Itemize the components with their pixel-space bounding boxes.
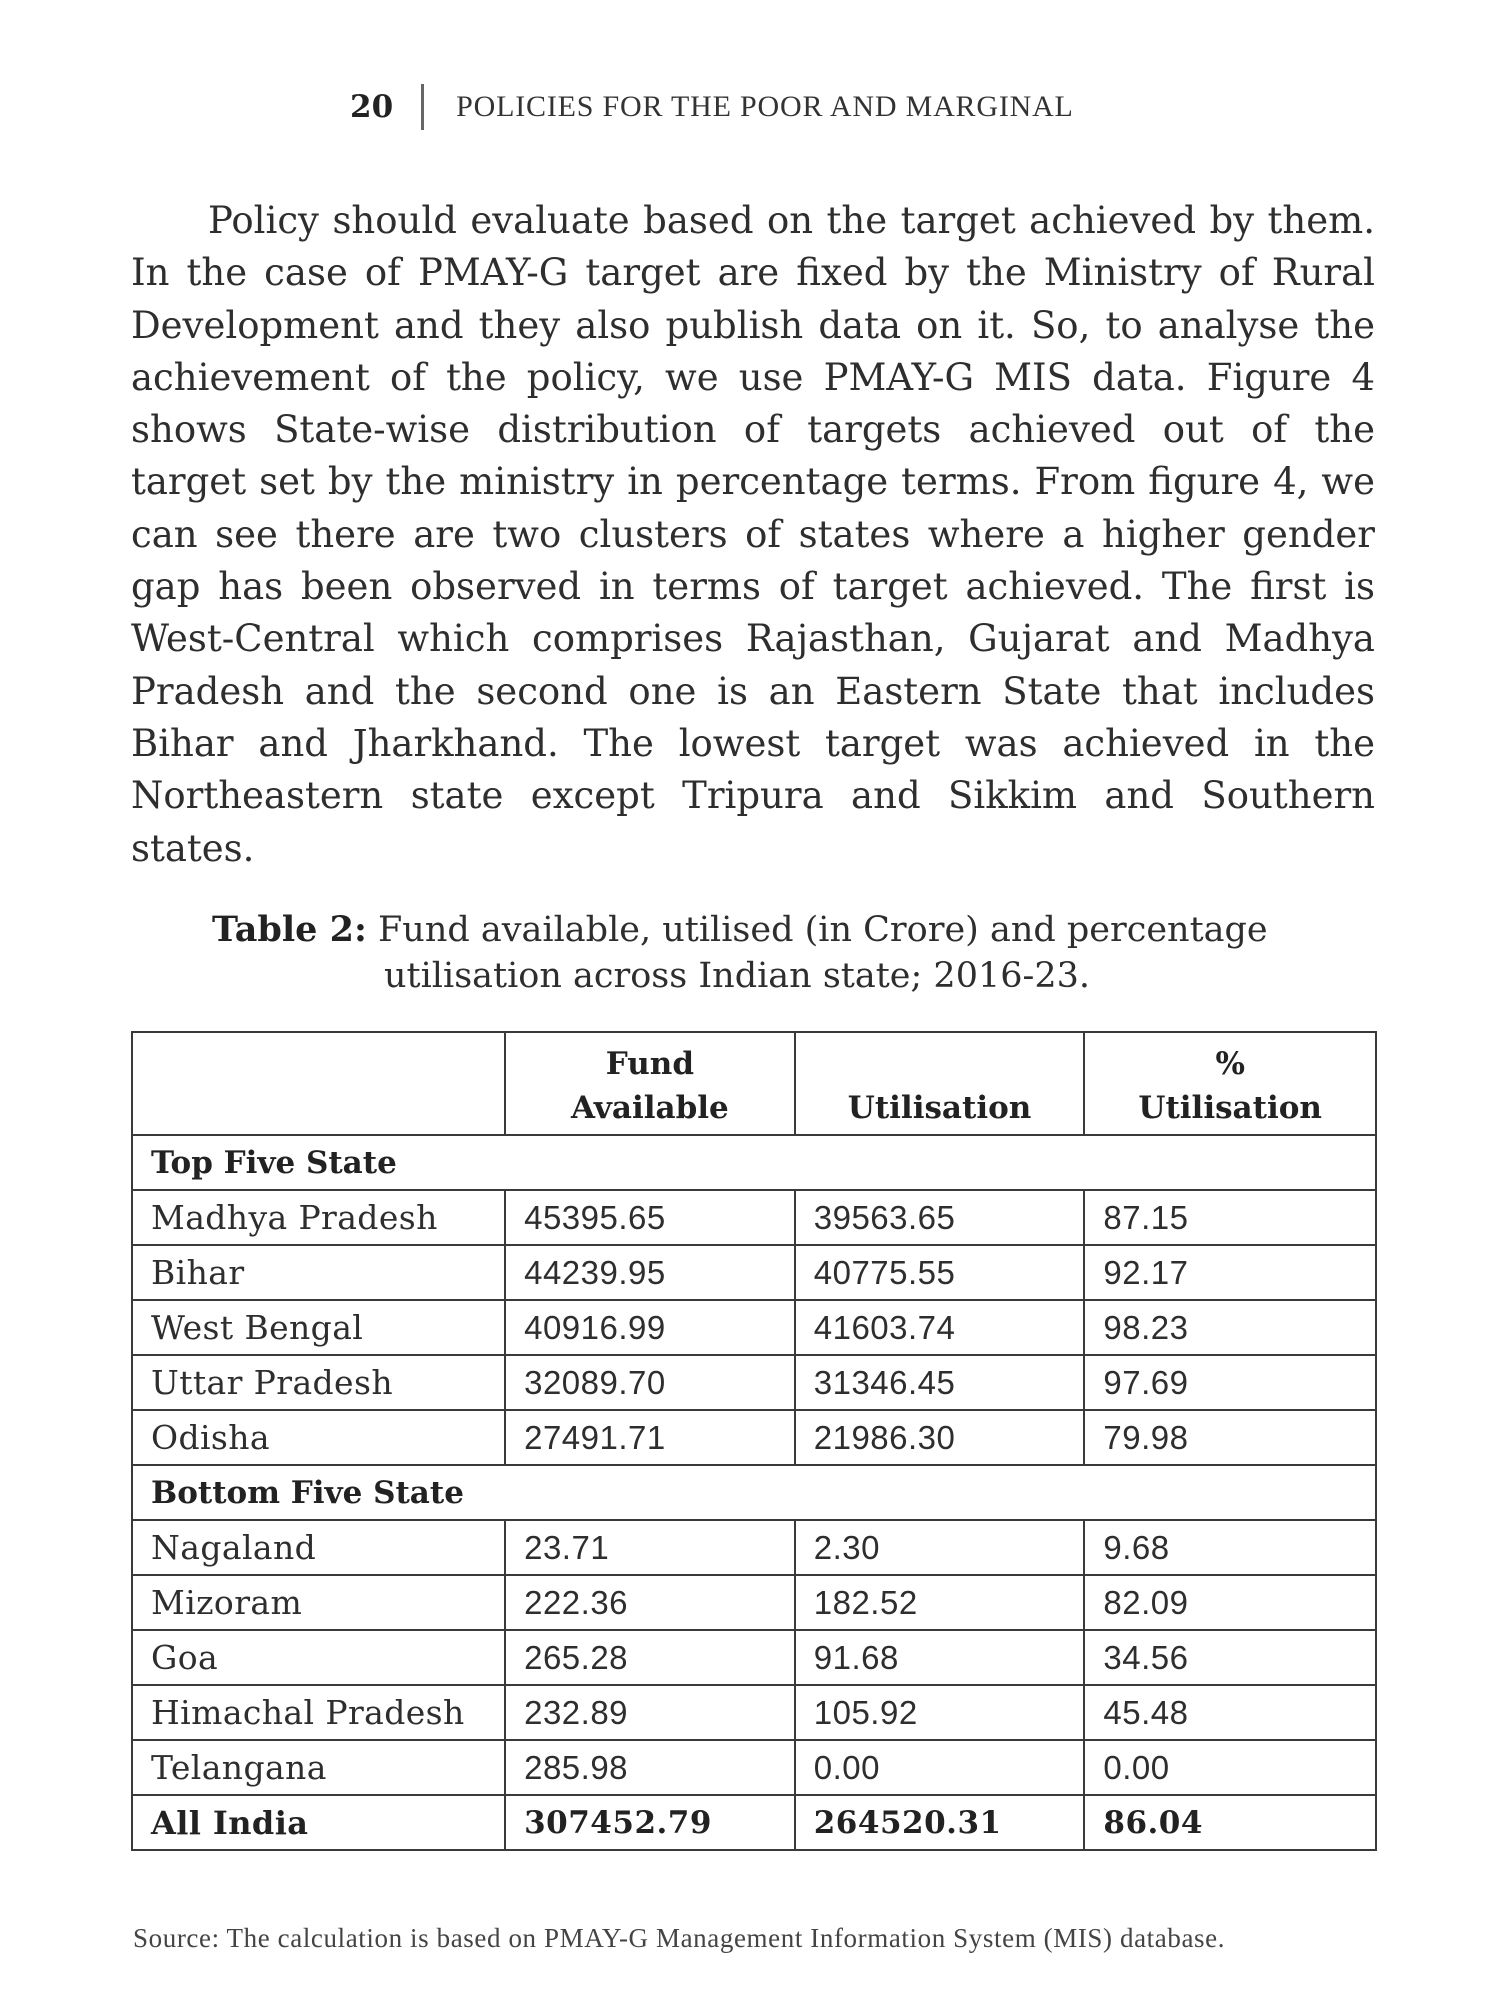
section-row-bottom: [132, 1465, 1376, 1520]
utilisation-cell: 91.68: [795, 1630, 1085, 1685]
state-cell: Mizoram: [132, 1575, 505, 1630]
fund-cell: 285.98: [505, 1740, 795, 1795]
header-fund-available: Fund Available: [505, 1032, 795, 1135]
state-cell: Odisha: [132, 1410, 505, 1465]
percent-cell: 98.23: [1084, 1300, 1376, 1355]
state-cell: Telangana: [132, 1740, 505, 1795]
state-cell: Uttar Pradesh: [132, 1355, 505, 1410]
percent-cell: 9.68: [1084, 1520, 1376, 1575]
utilisation-cell: 2.30: [795, 1520, 1085, 1575]
total-row: [132, 1795, 1376, 1850]
body-paragraph: Policy should evaluate based on the target achieved by them. In the case of PMAY-G target are fixed by the Ministry of Rural Development and they also publish data on it. So, to analyse the achievement of the policy, we use PMAY-G MIS data. Figure 4 shows State-wise distribution of targets achieved out of the target set by the ministry in percentage terms. From figure 4, we can see there are two clusters of states where a higher gender gap has been observed in terms of target achieved. The first is West-Central which comprises Rajasthan, Gujarat and Madhya Pradesh and the second one is an Eastern State that includes Bihar and Jharkhand. The lowest target was achieved in the Northeastern state except Tripura and Sikkim and Southern states.: [131, 199, 1375, 870]
state-cell: Bihar: [132, 1245, 505, 1300]
utilisation-cell: 31346.45: [795, 1355, 1085, 1410]
total-fund-cell: 307452.79: [505, 1795, 795, 1850]
percent-cell: 45.48: [1084, 1685, 1376, 1740]
header-utilisation: Utilisation: [795, 1032, 1085, 1135]
table-caption: [212, 907, 1312, 999]
fund-cell: 40916.99: [505, 1300, 795, 1355]
table-row: [132, 1355, 1376, 1410]
total-percent-cell: 86.04: [1084, 1795, 1376, 1850]
state-cell: West Bengal: [132, 1300, 505, 1355]
table-row: [132, 1520, 1376, 1575]
table-row: [132, 1685, 1376, 1740]
fund-cell: 27491.71: [505, 1410, 795, 1465]
state-cell: Himachal Pradesh: [132, 1685, 505, 1740]
running-head: [350, 82, 1074, 132]
table-row: [132, 1190, 1376, 1245]
header-divider: [421, 84, 424, 130]
percent-cell: 97.69: [1084, 1355, 1376, 1410]
fund-cell: 32089.70: [505, 1355, 795, 1410]
header-state: [132, 1032, 505, 1135]
utilisation-cell: 21986.30: [795, 1410, 1085, 1465]
page-number: 20: [350, 89, 394, 125]
table-row: [132, 1575, 1376, 1630]
table-row: [132, 1630, 1376, 1685]
table-row: [132, 1410, 1376, 1465]
header-percent-utilisation: % Utilisation: [1084, 1032, 1376, 1135]
utilisation-cell: 39563.65: [795, 1190, 1085, 1245]
table-caption-line2: utilisation across Indian state; 2016-23.: [384, 956, 1090, 996]
percent-cell: 92.17: [1084, 1245, 1376, 1300]
percent-cell: 82.09: [1084, 1575, 1376, 1630]
utilisation-cell: 41603.74: [795, 1300, 1085, 1355]
state-cell: Goa: [132, 1630, 505, 1685]
fund-cell: 232.89: [505, 1685, 795, 1740]
total-state-cell: All India: [132, 1795, 505, 1850]
percent-cell: 87.15: [1084, 1190, 1376, 1245]
section-row-top: [132, 1135, 1376, 1190]
fund-cell: 23.71: [505, 1520, 795, 1575]
running-title: POLICIES FOR THE POOR AND MARGINAL: [456, 90, 1074, 123]
fund-cell: 222.36: [505, 1575, 795, 1630]
table-caption-line1: Fund available, utilised (in Crore) and percentage: [378, 910, 1268, 950]
fund-cell: 45395.65: [505, 1190, 795, 1245]
fund-cell: 265.28: [505, 1630, 795, 1685]
table-row: [132, 1300, 1376, 1355]
section-label-top: Top Five State: [132, 1135, 1376, 1190]
state-cell: Madhya Pradesh: [132, 1190, 505, 1245]
table-row: [132, 1740, 1376, 1795]
section-label-bottom: Bottom Five State: [132, 1465, 1376, 1520]
state-cell: Nagaland: [132, 1520, 505, 1575]
fund-cell: 44239.95: [505, 1245, 795, 1300]
table-header-row: [132, 1032, 1376, 1135]
utilisation-cell: 182.52: [795, 1575, 1085, 1630]
percent-cell: 34.56: [1084, 1630, 1376, 1685]
table-row: [132, 1245, 1376, 1300]
percent-cell: 79.98: [1084, 1410, 1376, 1465]
source-note: Source: The calculation is based on PMAY-G Management Information System (MIS) database.: [133, 1923, 1226, 1953]
utilisation-cell: 0.00: [795, 1740, 1085, 1795]
percent-cell: 0.00: [1084, 1740, 1376, 1795]
table-caption-label: Table 2:: [212, 909, 367, 950]
utilisation-cell: 105.92: [795, 1685, 1085, 1740]
utilisation-cell: 40775.55: [795, 1245, 1085, 1300]
fund-utilisation-table: [131, 1031, 1377, 1851]
total-utilisation-cell: 264520.31: [795, 1795, 1085, 1850]
